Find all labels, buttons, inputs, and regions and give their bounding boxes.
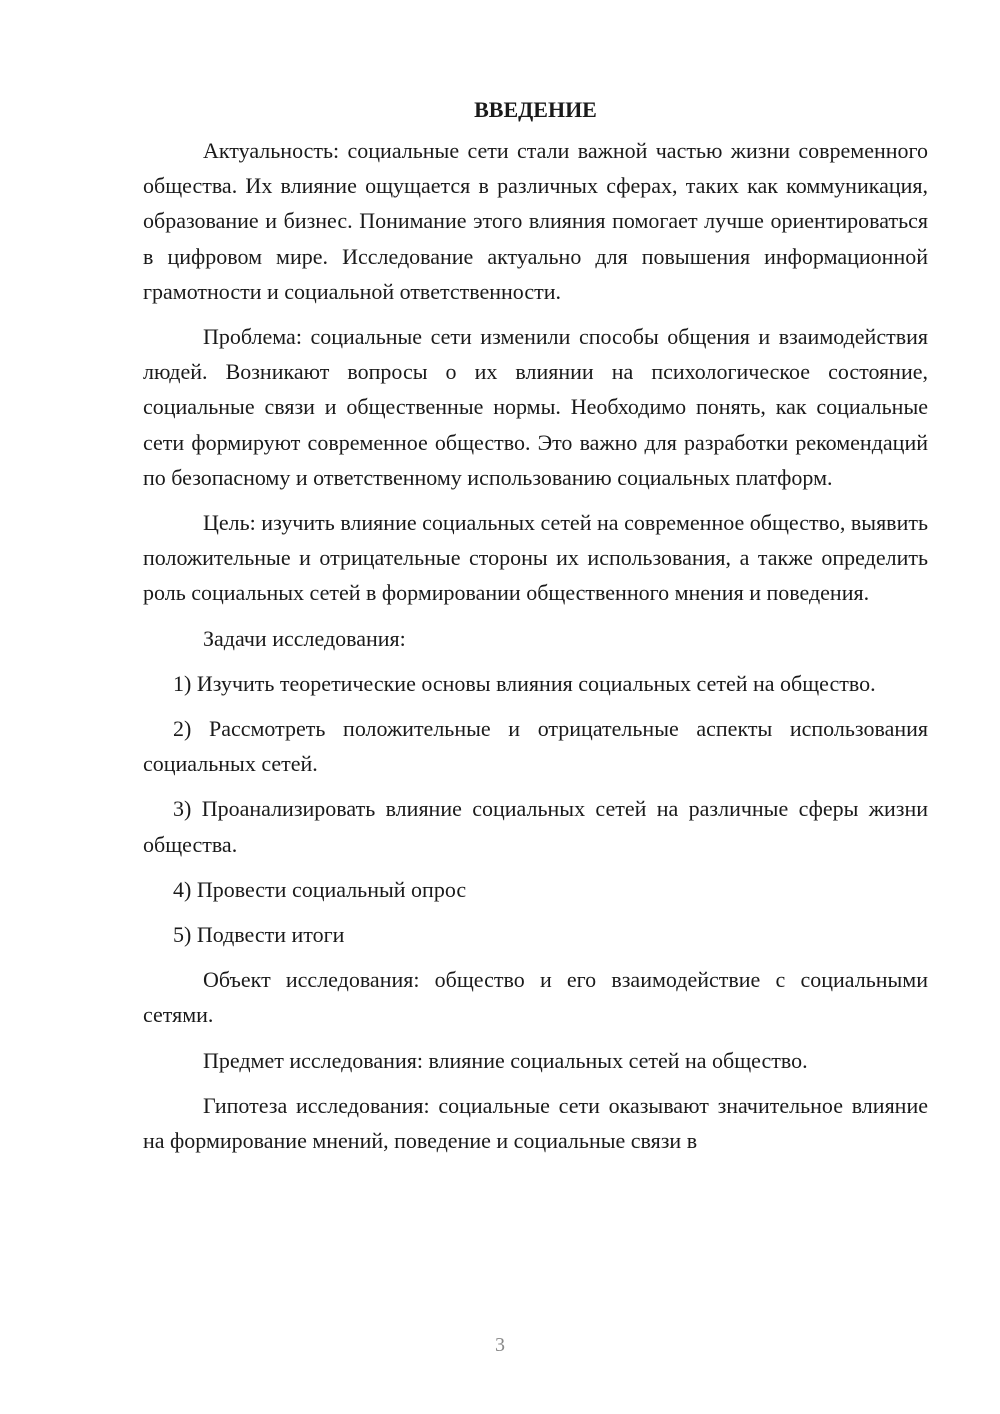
task-item-5: 5) Подвести итоги — [173, 922, 345, 948]
goal-paragraph: Цель: изучить влияние социальных сетей на современное общество, выявить положительные и отрицательные стороны их использования, а также определить роль социальных сетей в формировании общественного мнения и поведения. — [143, 510, 928, 606]
hypothesis-paragraph: Гипотеза исследования: социальные сети оказывают значительное влияние на формирование мнений, поведение и социальные связи в — [143, 1092, 928, 1154]
tasks-heading: Задачи исследования: — [203, 625, 406, 651]
problem-paragraph: Проблема: социальные сети изменили способы общения и взаимодействия людей. Возникают вопросы о их влиянии на психологическое состояние, социальные связи и общественные нормы. Необходимо понять, как социальные сети формируют современное общество. Это важно для разработки рекомендаций по безопасному и ответственному использованию социальных платформ. — [143, 324, 928, 490]
task-item-1: 1) Изучить теоретические основы влияния социальных сетей на общество. — [173, 670, 876, 696]
object-paragraph: Объект исследования: общество и его взаимодействие с социальными сетями. — [143, 967, 928, 1028]
task-item-3: 3) Проанализировать влияние социальных сетей на различные сферы жизни общества. — [143, 796, 928, 857]
section-title: ВВЕДЕНИЕ — [474, 97, 597, 122]
task-item-4: 4) Провести социальный опрос — [173, 876, 467, 902]
page-number: 3 — [495, 1334, 505, 1356]
task-item-2: 2) Рассмотреть положительные и отрицательные аспекты использования социальных сетей. — [143, 716, 928, 777]
relevance-paragraph: Актуальность: социальные сети стали важной частью жизни современного общества. Их влияние ощущается в различных сферах, таких как коммуникация, образование и бизнес. Понимание этого влияния помогает лучше ориентироваться в цифровом мире. Исследование актуально для повышения информационной грамотности и социальной ответственности. — [143, 138, 928, 304]
document-page — [143, 92, 928, 1168]
subject-paragraph: Предмет исследования: влияние социальных сетей на общество. — [203, 1047, 808, 1073]
